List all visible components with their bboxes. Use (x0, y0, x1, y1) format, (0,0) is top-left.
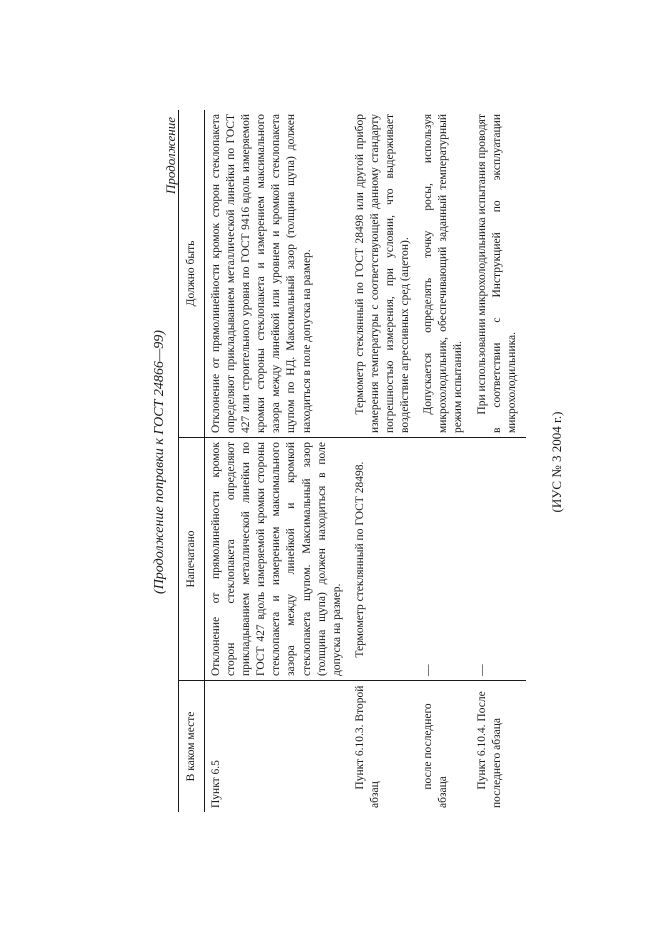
page-header: (Продолжение поправки к ГОСТ 24866—99) (152, 330, 167, 594)
column-header-where: В каком месте (179, 681, 205, 813)
amendment-table (178, 110, 526, 812)
printed-cell: Термометр стеклянный по ГОСТ 28498. (351, 438, 419, 681)
column-header-should-be: Должно быть (179, 110, 205, 438)
table-row (419, 110, 472, 812)
table-row (205, 110, 351, 812)
table-row (351, 110, 419, 812)
continued-label: Продолжение (163, 117, 178, 195)
where-cell: после последнего абзаца (422, 703, 450, 808)
rotated-page (151, 112, 581, 812)
should-be-cell: При использовании микрохолодильника испытания проводят в соответствии с Инструкцией по эксплуатации микрохолодильника. (473, 110, 526, 438)
should-be-cell: Допускается определять точку росы, используя микрохолодильник, обеспечивающий заданный температурный режим испытаний. (419, 110, 472, 438)
source-footer: (ИУС № 3 2004 г.) (549, 411, 564, 513)
printed-cell: — (419, 438, 472, 681)
where-cell: Пункт 6.10.4. После последнего абзаца (475, 691, 503, 808)
table-header-row (179, 110, 205, 812)
should-be-cell: Термометр стеклянный по ГОСТ 28498 или другой прибор измерения температуры с соответствующей данному стандарту погрешностью измерения, при условии, что выдерживает воздействие агрессивных сред (ацетон). (351, 110, 419, 438)
should-be-cell: Отклонение от прямолинейности кромок сторон стеклопакета определяют прикладыванием металлической линейки по ГОСТ 427 или строительного уровня по ГОСТ 9416 вдоль измеряемой кромки стороны стеклопакета и измерением максимального зазора между линейкой или уровнем и кромкой стеклопакета щупом по НД. Максимальный зазор (толщина щупа) должен находиться в поле допуска на размер. (205, 110, 351, 438)
printed-cell: Отклонение от прямолинейности кромок сторон стеклопакета определяют прикладыванием металлической линейки по ГОСТ 427 вдоль измеряемой кромки стороны стеклопакета и измерением максимального зазора между линейкой и кромкой стеклопакета щупом. Максимальный зазор (толщина щупа) должен находиться в поле допуска на размер. (205, 438, 351, 681)
where-cell: Пункт 6.10.3. Второй абзац (353, 685, 381, 808)
printed-cell: — (473, 438, 526, 681)
table-row (473, 110, 526, 812)
where-cell: Пункт 6.5 (210, 760, 222, 808)
column-header-printed: Напечатано (179, 438, 205, 681)
